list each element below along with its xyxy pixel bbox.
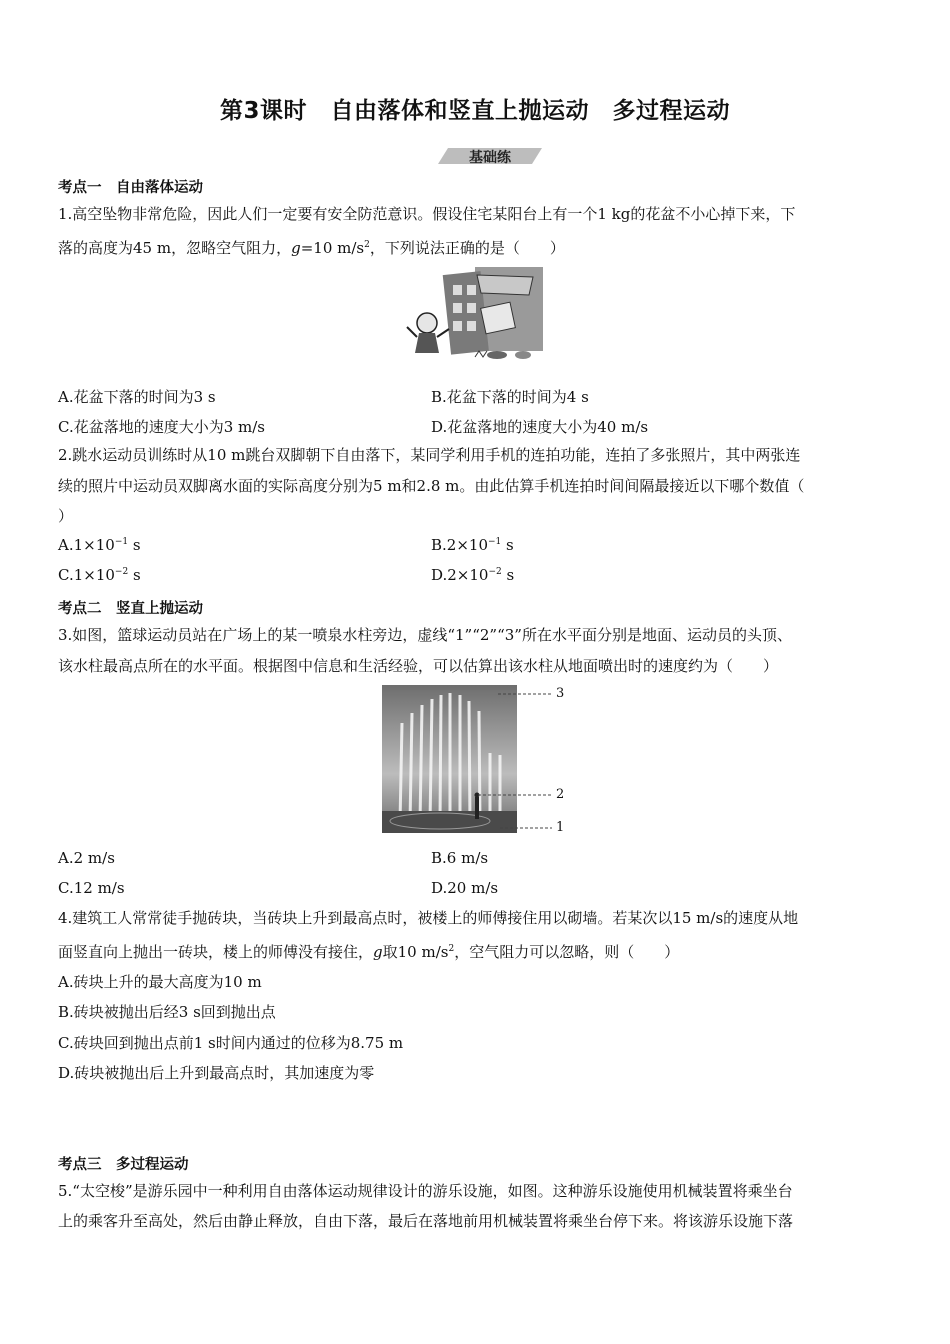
section-heading-2: 考点二 竖直上抛运动 bbox=[58, 601, 203, 617]
q3-option-b: B.6 m/s bbox=[431, 849, 489, 867]
q4-option-a: A.砖块上升的最大高度为10 m bbox=[58, 973, 262, 991]
q1-text-line1: 1.高空坠物非常危险，因此人们一定要有安全防范意识。假设住宅某阳台上有一个1 kg的花盆不小心掉下来，下 bbox=[58, 205, 796, 223]
falling-flowerpot-illustration bbox=[405, 265, 545, 365]
q2-option-d: $D.2\times 10^{-2}$ s bbox=[431, 566, 515, 584]
q2-option-a: $A.1\times 10^{-1}$ s bbox=[58, 536, 141, 554]
q3-text-line2: 该水柱最高点所在的水平面。根据图中信息和生活经验，可以估算出该水柱从地面喷出时的速度约为（ ） bbox=[58, 657, 779, 675]
q3-option-d: D.20 m/s bbox=[431, 879, 499, 897]
q4-option-d: D.砖块被抛出后上升到最高点时，其加速度为零 bbox=[58, 1064, 375, 1082]
section-heading-3: 考点三 多过程运动 bbox=[58, 1157, 189, 1173]
q1-option-d: D.花盆落地的速度大小为40 m/s bbox=[431, 418, 649, 436]
q4-option-c: C.砖块回到抛出点前1 s时间内通过的位移为8.75 m bbox=[58, 1034, 404, 1052]
fountain-photo-figure bbox=[380, 683, 570, 835]
q3-option-c: C.12 m/s bbox=[58, 879, 125, 897]
q1-option-b: B.花盆下落的时间为4 s bbox=[431, 388, 589, 406]
q4-option-b: B.砖块被抛出后经3 s回到抛出点 bbox=[58, 1003, 276, 1021]
q4-text-line1: 4.建筑工人常常徒手抛砖块，当砖块上升到最高点时，被楼上的师傅接住用以砌墙。若某次以15 m/s的速度从地 bbox=[58, 909, 799, 927]
q4-text-line2: 面竖直向上抛出一砖块，楼上的师傅没有接住，g取10 $m/s^2$，空气阻力可以忽略，则（ ） bbox=[58, 943, 680, 961]
q2-option-c: $C.1\times 10^{-2}$ s bbox=[58, 566, 141, 584]
fountain-label-3: 3 bbox=[556, 686, 565, 701]
q2-text-line3: ） bbox=[58, 507, 74, 525]
q1-option-a: A.花盆下落的时间为3 s bbox=[58, 388, 216, 406]
q5-text-line1: 5.“太空梭”是游乐园中一种利用自由落体运动规律设计的游乐设施，如图。这种游乐设施使用机械装置将乘坐台 bbox=[58, 1182, 793, 1200]
practice-badge bbox=[438, 145, 542, 167]
section-heading-1: 考点一 自由落体运动 bbox=[58, 180, 203, 196]
badge-label: 基础练 bbox=[469, 150, 511, 166]
fountain-label-2: 2 bbox=[556, 787, 565, 802]
q3-text-line1: 3.如图，篮球运动员站在广场上的某一喷泉水柱旁边，虚线“1”“2”“3”所在水平面分别是地面、运动员的头顶、 bbox=[58, 626, 792, 644]
q2-option-b: $B.2\times 10^{-1}$ s bbox=[431, 536, 514, 554]
q2-text-line2: 续的照片中运动员双脚离水面的实际高度分别为5 m和2.8 m。由此估算手机连拍时间间隔最接近以下哪个数值（ bbox=[58, 477, 805, 495]
q3-option-a: A.2 m/s bbox=[58, 849, 115, 867]
q2-text-line1: 2.跳水运动员训练时从10 m跳台双脚朝下自由落下，某同学利用手机的连拍功能，连拍了多张照片，其中两张连 bbox=[58, 446, 801, 464]
q5-text-line2: 上的乘客升至高处，然后由静止释放，自由下落，最后在落地前用机械装置将乘坐台停下来。将该游乐设施下落 bbox=[58, 1212, 794, 1230]
page-title: 第3课时 自由落体和竖直上抛运动 多过程运动 bbox=[219, 98, 730, 124]
q1-text-line2: 落的高度为45 m，忽略空气阻力，g=10 $m/s^2$，下列说法正确的是（ ） bbox=[58, 239, 565, 257]
fountain-label-1: 1 bbox=[556, 820, 565, 835]
q1-option-c: C.花盆落地的速度大小为3 m/s bbox=[58, 418, 265, 436]
